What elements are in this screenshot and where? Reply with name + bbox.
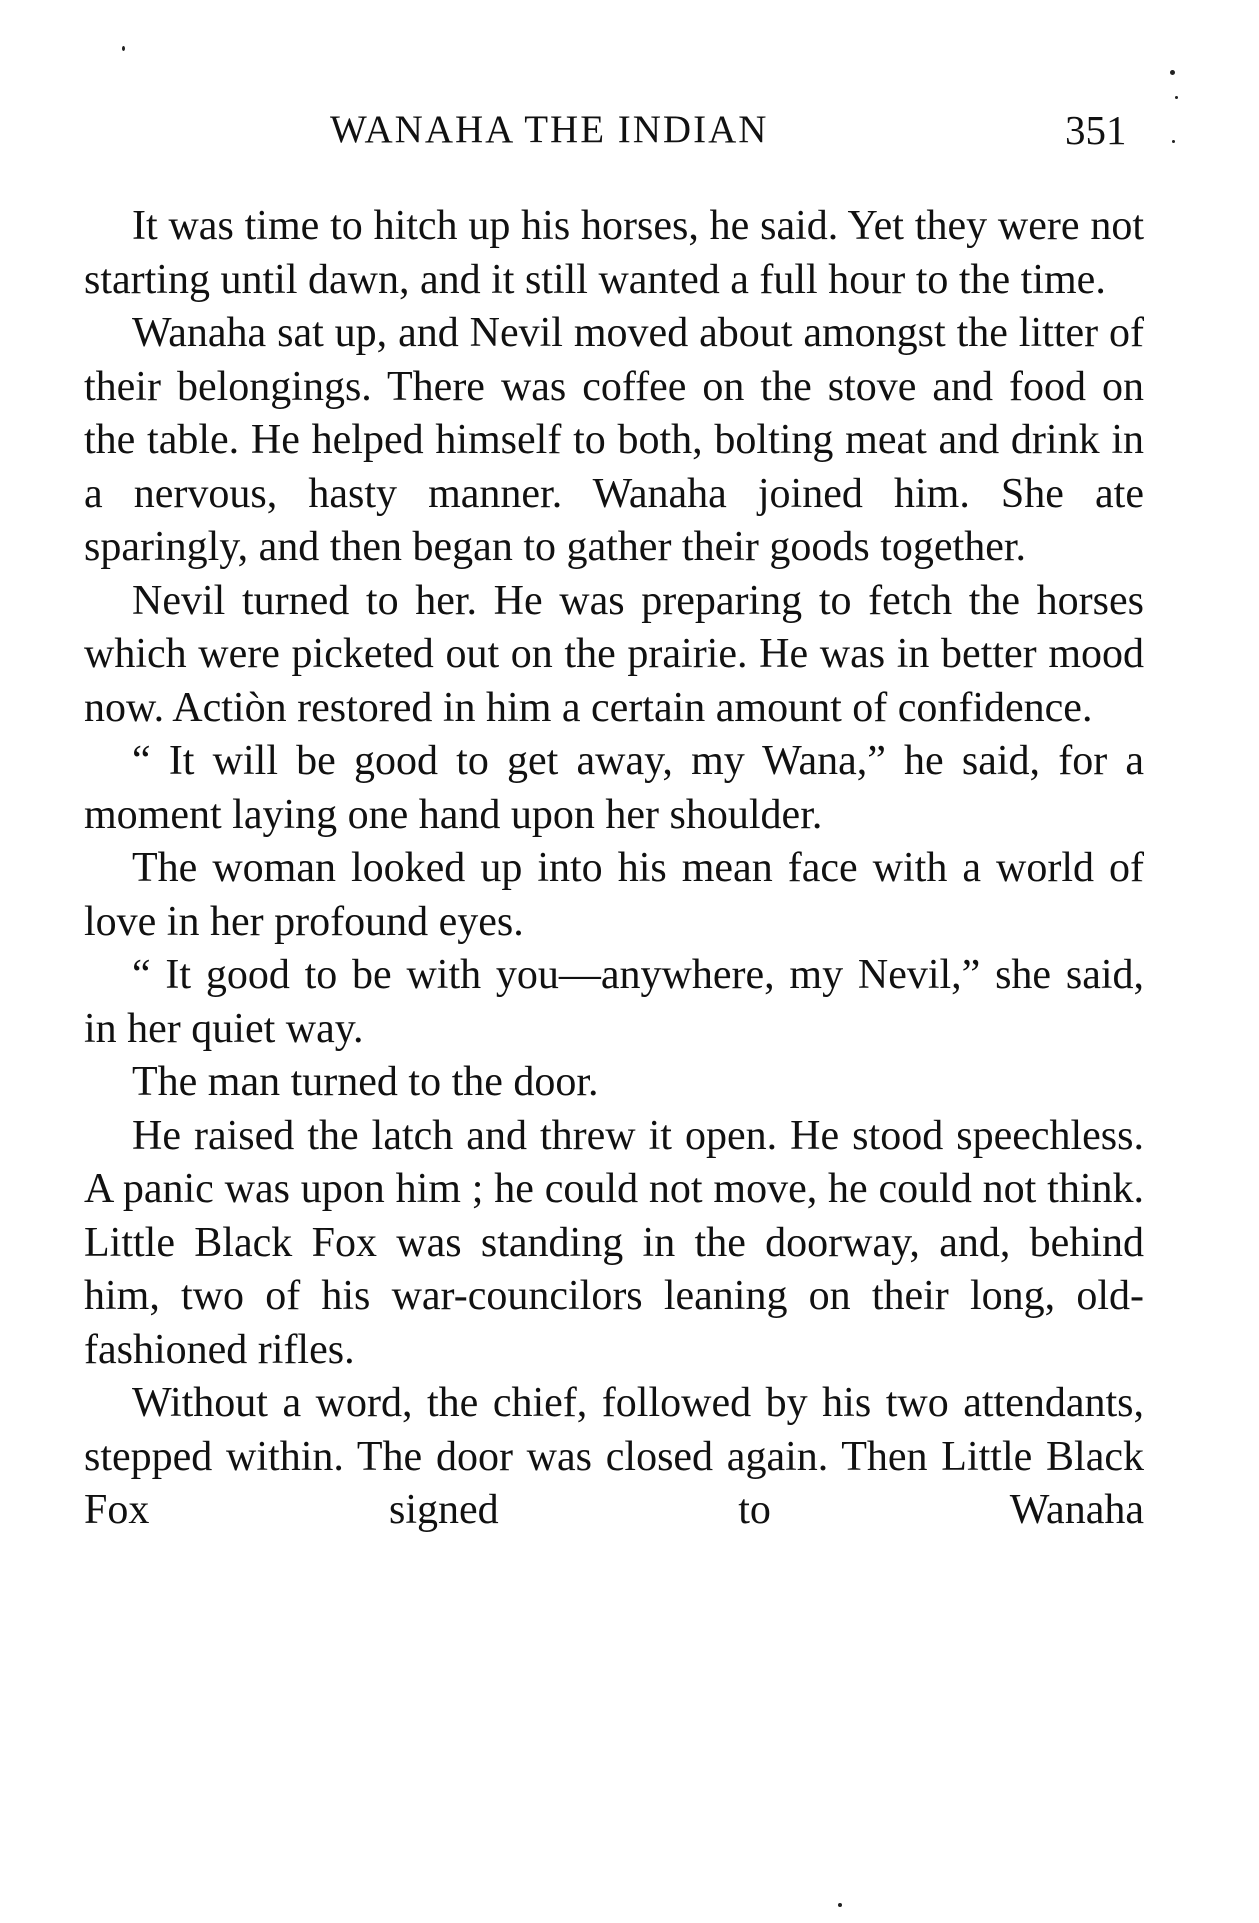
ink-speck-bottom [838,1903,842,1907]
paragraph-3: Nevil turned to her. He was preparing to fetch the horses which were picketed out on the prairie. He was in better mood now. Actiòn restored in him a certain amount of confidence. [84,577,1144,731]
paragraph-6: “ It good to be with you—anywhere, my Nevil,” she said, in her quiet way. [84,952,1144,1052]
running-title: WANAHA THE INDIAN [330,108,769,151]
paragraph-9: Without a word, the chief, followed by his two attendants, stepped within. The door was closed again. Then Little Black Fox signed to Wanaha [84,1380,1144,1533]
ink-speck-top-right [1170,70,1175,75]
ink-speck-right-margin [1172,140,1175,143]
ink-speck-top-right-2 [1175,96,1178,99]
ink-speck-top-left [122,46,125,51]
page-number: 351 [1065,107,1127,153]
paragraph-5: The woman looked up into his mean face with a world of love in her profound eyes. [84,845,1144,945]
paragraph-2: Wanaha sat up, and Nevil moved about amongst the litter of their belongings. There was coffee on the stove and food on the table. He helped himself to both, bolting meat and drink in a nervous, hasty manner. Wanaha joined him. She ate sparingly, and then began to gather their goods together. [84,310,1144,570]
paragraph-8: He raised the latch and threw it open. He stood speechless. A panic was upon him ; he could not move, he could not think. Little Black Fox was standing in the doorway, and, behind him, two of his war-councilors leaning on their long, old-fashioned rifles. [84,1112,1144,1373]
paragraph-7: The man turned to the door. [132,1059,599,1105]
paragraph-1: It was time to hitch up his horses, he said. Yet they were not starting until dawn, and it still wanted a full hour to the time. [84,203,1144,303]
body-text [84,200,1144,1538]
paragraph-4: “ It will be good to get away, my Wana,” he said, for a moment laying one hand upon her shoulder. [84,738,1144,838]
